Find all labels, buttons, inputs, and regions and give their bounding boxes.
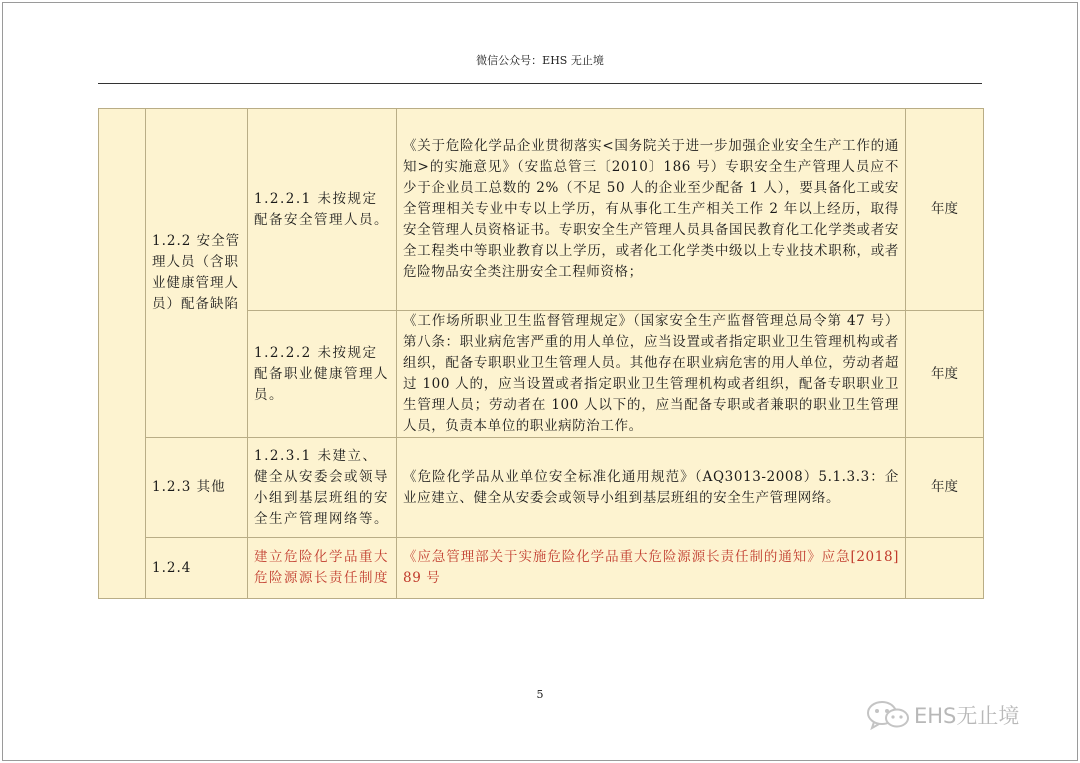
checklist-table (98, 108, 984, 599)
item-cell: 1.2.2.2 未按规定配备职业健康管理人员。 (248, 311, 397, 438)
basis-cell: 《工作场所职业卫生监督管理规定》（国家安全生产监督管理总局令第 47 号）第八条：职业病危害严重的用人单位，应当设置或者指定职业卫生管理机构或者组织，配备专职职业卫生管理人员。其他存在职业病危害的用人单位，劳动者超过 100 人的，应当设置或者指定职业卫生管理机构或者组织，配备专职职业卫生管理人员；劳动者在 100 人以下的，应当配备专职或者兼职的职业卫生管理人员，负责本单位的职业病防治工作。 (397, 311, 906, 438)
category-cell (99, 109, 146, 599)
table-row (99, 538, 984, 599)
frequency-cell: 年度 (906, 438, 984, 538)
item-cell: 1.2.2.1 未按规定配备安全管理人员。 (248, 109, 397, 311)
page-header: 微信公众号：EHS 无止境 (476, 54, 604, 67)
basis-cell: 《危险化学品从业单位安全标准化通用规范》（AQ3013-2008）5.1.3.3：企业应建立、健全从安委会或领导小组到基层班组的安全生产管理网络。 (397, 438, 906, 538)
watermark-text: EHS无止境 (914, 704, 1020, 728)
basis-cell-highlight: 《应急管理部关于实施危险化学品重大危险源源长责任制的通知》应急[2018] 89 号 (397, 538, 906, 599)
item-cell-highlight: 建立危险化学品重大危险源源长责任制度 (248, 538, 397, 599)
frequency-cell (906, 538, 984, 599)
subcategory-cell: 1.2.4 (146, 538, 248, 599)
subcategory-cell: 1.2.3 其他 (146, 438, 248, 538)
page-number: 5 (536, 688, 544, 701)
watermark (866, 700, 1019, 730)
subcategory-cell: 1.2.2 安全管理人员（含职业健康管理人员）配备缺陷 (146, 109, 248, 438)
wechat-icon (866, 700, 910, 730)
table-row (99, 438, 984, 538)
table-row (99, 109, 984, 311)
frequency-cell: 年度 (906, 311, 984, 438)
frequency-cell: 年度 (906, 109, 984, 311)
header-rule (98, 83, 982, 84)
item-cell: 1.2.3.1 未建立、健全从安委会或领导小组到基层班组的安全生产管理网络等。 (248, 438, 397, 538)
basis-cell: 《关于危险化学品企业贯彻落实<国务院关于进一步加强企业安全生产工作的通知>的实施意见》（安监总管三〔2010〕186 号）专职安全生产管理人员应不少于企业员工总数的 2%（不足 50 人的企业至少配备 1 人），要具备化工或安全管理相关专业中专以上学历，有从事化工生产相关工作 2 年以上经历，取得安全管理人员资格证书。专职安全生产管理人员具备国民教育化工化学类或者安全工程类中等职业教育以上学历，或者化工化学类中级以上专业技术职称，或者危险物品安全类注册安全工程师资格； (397, 109, 906, 311)
